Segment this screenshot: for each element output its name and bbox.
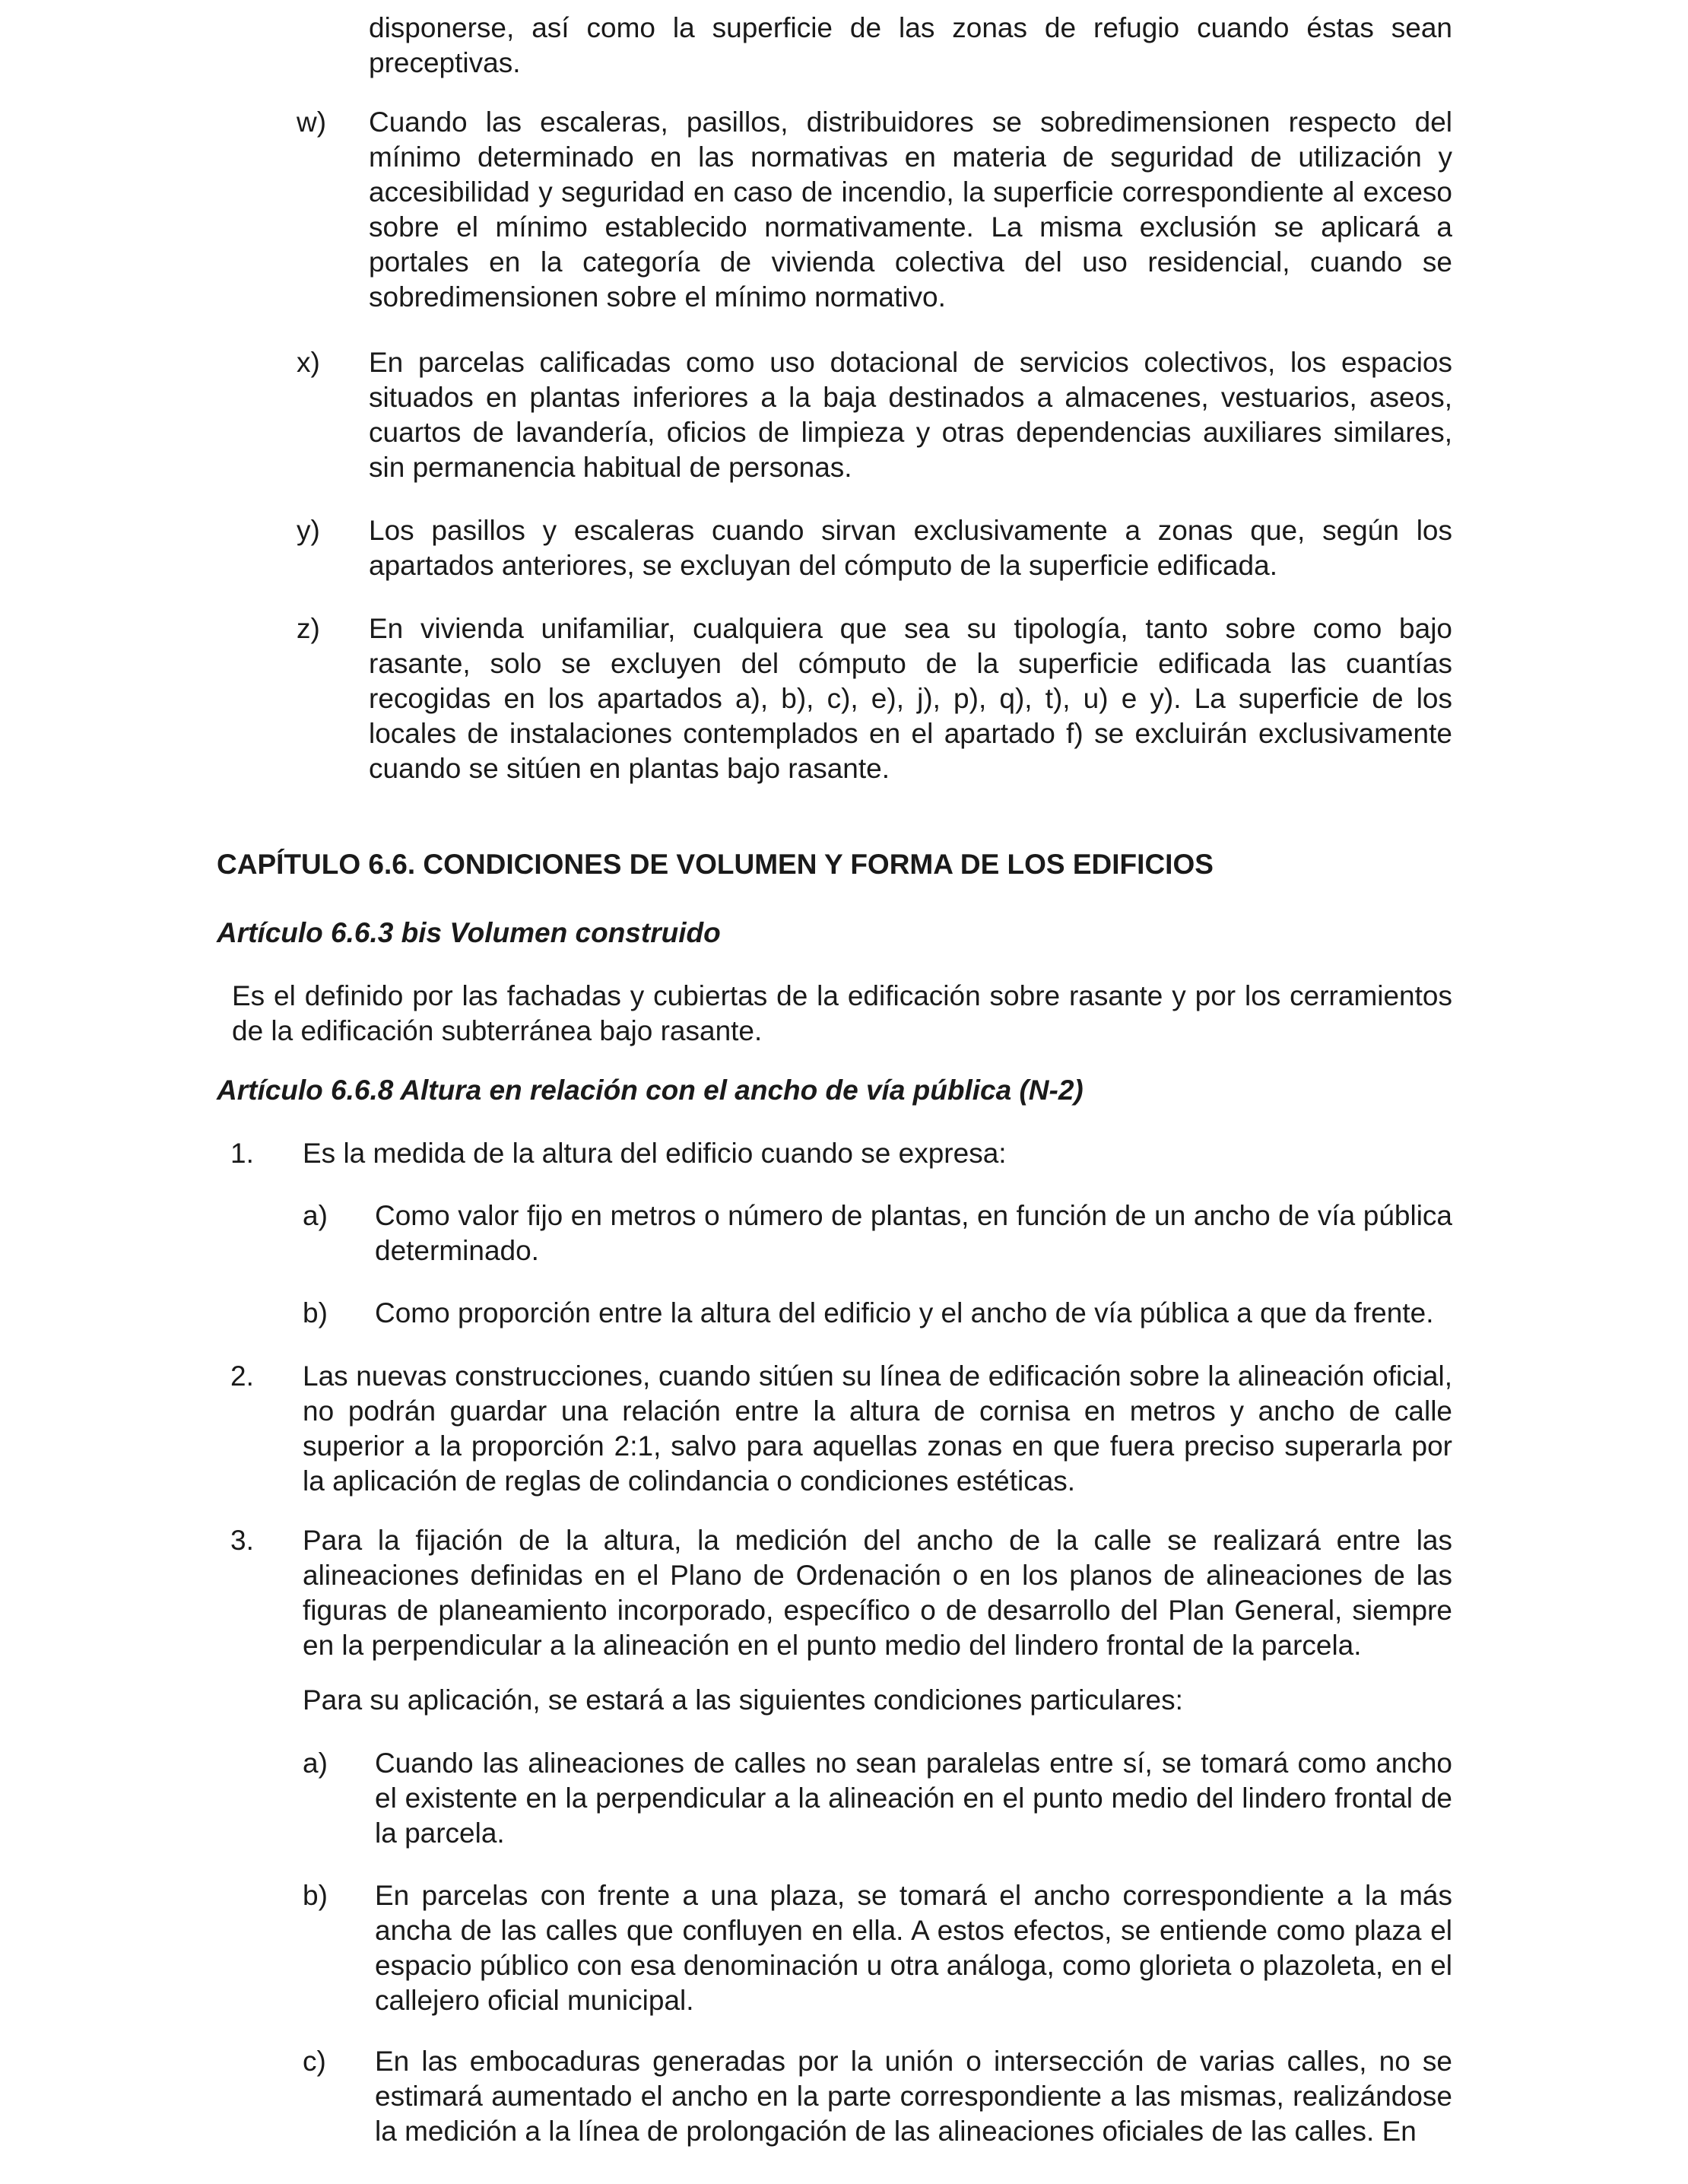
list-marker: z) [297,613,320,644]
list-marker: y) [297,515,320,546]
sub-item-3c [303,2044,1452,2149]
list-text: Para la fijación de la altura, la medición del ancho de la calle se realizará entre las alineaciones definidas en el Plano de Ordenación o en los planos de alineaciones de las figuras de planeamiento incorporado, específico o de desarrollo del Plan General, siempre en la perpendicular a la alineación en el punto medio del lindero frontal de la parcela. [303,1525,1452,1661]
list-text: En parcelas con frente a una plaza, se tomará el ancho correspondiente a la más ancha de las calles que confluyen en ella. A estos efectos, se entiende como plaza el espacio público con esa denominación u otra análoga, como glorieta o plazoleta, en el callejero oficial municipal. [375,1880,1452,2016]
list-marker: 1. [230,1138,254,1169]
numbered-item-3 [230,1523,1452,1663]
list-text: Como proporción entre la altura del edificio y el ancho de vía pública a que da frente. [375,1297,1434,1328]
chapter-heading: CAPÍTULO 6.6. CONDICIONES DE VOLUMEN Y FORMA DE LOS EDIFICIOS [217,849,1214,880]
numbered-item-3-intro: Para su aplicación, se estará a las siguientes condiciones particulares: [303,1684,1183,1716]
list-marker: c) [303,2046,326,2077]
list-marker: x) [297,347,320,378]
article-heading-6-6-8: Artículo 6.6.8 Altura en relación con el ancho de vía pública (N-2) [217,1075,1084,1106]
list-item-z [297,611,1452,786]
list-marker: a) [303,1200,328,1231]
list-item-y [297,513,1452,583]
list-text: Los pasillos y escaleras cuando sirvan exclusivamente a zonas que, según los apartados anteriores, se excluyan del cómputo de la superficie edificada. [369,515,1452,581]
list-marker: 3. [230,1525,254,1556]
list-marker: b) [303,1297,328,1328]
list-marker: w) [297,106,327,138]
sub-item-1a [303,1198,1452,1268]
list-text: En parcelas calificadas como uso dotacional de servicios colectivos, los espacios situados en plantas inferiores a la baja destinados a almacenes, vestuarios, aseos, cuartos de lavandería, oficios de limpieza y otras dependencias auxiliares similares, sin permanencia habitual de personas. [369,347,1452,483]
numbered-item-1 [230,1136,1452,1171]
list-text: Como valor fijo en metros o número de plantas, en función de un ancho de vía pública determinado. [375,1200,1452,1266]
list-text: Las nuevas construcciones, cuando sitúen su línea de edificación sobre la alineación oficial, no podrán guardar una relación entre la altura de cornisa en metros y ancho de calle superior a la proporción 2:1, salvo para aquellas zonas en que fuera preciso superarla por la aplicación de reglas de colindancia o condiciones estéticas. [303,1360,1452,1497]
list-marker: 2. [230,1360,254,1392]
sub-item-3b [303,1878,1452,2018]
article-heading-6-6-3-bis: Artículo 6.6.3 bis Volumen construido [217,917,721,948]
list-text: Cuando las alineaciones de calles no sean paralelas entre sí, se tomará como ancho el existente en la perpendicular a la alineación en el punto medio del lindero frontal de la parcela. [375,1748,1452,1849]
article-6-6-3-bis-body: Es el definido por las fachadas y cubiertas de la edificación sobre rasante y por los cerramientos de la edificación subterránea bajo rasante. [232,980,1452,1046]
list-text: Es la medida de la altura del edificio cuando se expresa: [303,1138,1007,1169]
list-marker: a) [303,1748,328,1779]
numbered-item-2 [230,1359,1452,1499]
list-marker: b) [303,1880,328,1911]
list-text: En las embocaduras generadas por la unión o intersección de varias calles, no se estimará aumentado el ancho en la parte correspondiente a las mismas, realizándose la medición a la línea de prolongación de las alineaciones oficiales de las calles. En [375,2046,1452,2147]
continuation-paragraph: disponerse, así como la superficie de las zonas de refugio cuando éstas sean preceptivas. [369,12,1452,78]
list-item-x [297,345,1452,485]
sub-item-1b [303,1296,1452,1331]
list-text: En vivienda unifamiliar, cualquiera que sea su tipología, tanto sobre como bajo rasante, solo se excluyen del cómputo de la superficie edificada las cuantías recogidas en los apartados a), b), c), e), j), p), q), t), u) e y). La superficie de los locales de instalaciones contemplados en el apartado f) se excluirán exclusivamente cuando se sitúen en plantas bajo rasante. [369,613,1452,784]
list-text: Cuando las escaleras, pasillos, distribuidores se sobredimensionen respecto del mínimo determinado en las normativas en materia de seguridad de utilización y accesibilidad y seguridad en caso de incendio, la superficie correspondiente al exceso sobre el mínimo establecido normativamente. La misma exclusión se aplicará a portales en la categoría de vivienda colectiva del uso residencial, cuando se sobredimensionen sobre el mínimo normativo. [369,106,1452,313]
sub-item-3a [303,1746,1452,1851]
list-item-w [297,105,1452,315]
